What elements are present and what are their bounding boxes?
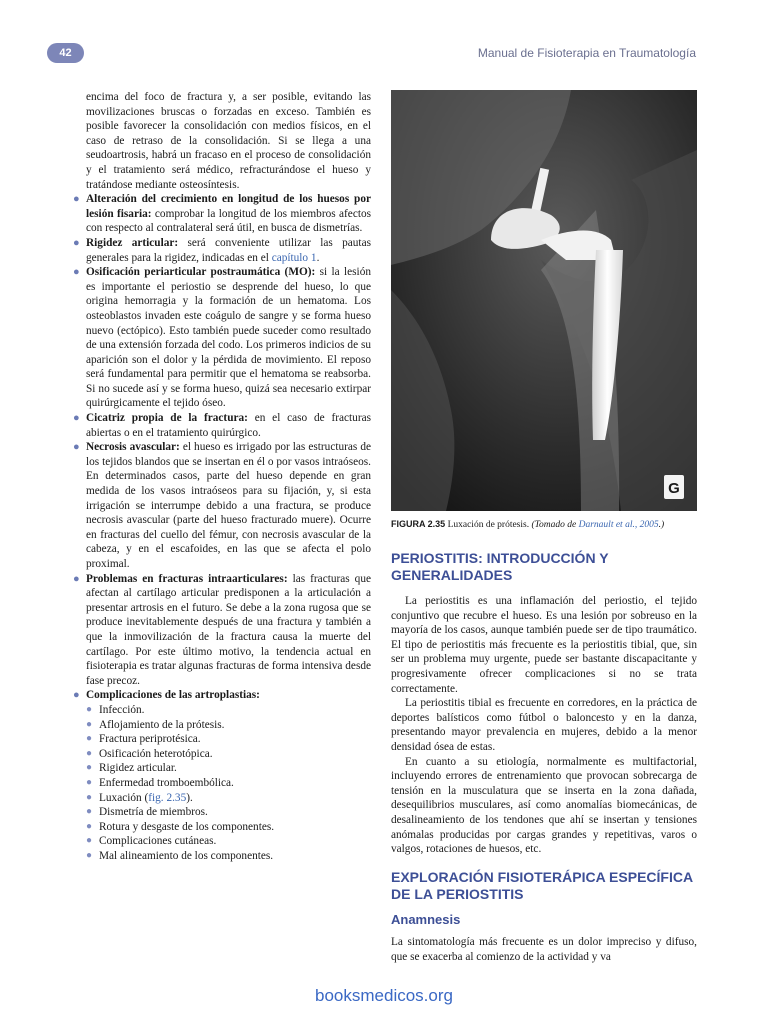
sub-item: ● Fractura periprotésica. [86,733,201,746]
figure-link[interactable]: fig. 2.35 [148,791,187,804]
list-item-crecimiento: ● Alteración del crecimiento en longitud de los huesos por lesión fisaria: comprobar la longitud de los miembros afectos con respecto al contralateral será útil, en busca de dismetrías. [73,193,372,235]
bullet-icon: ● [73,689,80,702]
hip-prosthesis-xray [391,90,697,511]
figure-label: FIGURA 2.35 [391,519,446,529]
sub-bullet-icon: ● [86,849,93,861]
list-item-osificacion: ● Osificación periarticular postraumática (MO): si la lesión es importante el periostio se desprende del hueso, lo que origina hemorragia y la formación de un hematoma. Los osteoblastos invaden este coágulo de sangre y se forma hueso nuevo (ectópico). Esto también puede suceder como resultado de una extensión forzada del codo. Los primeros indicios de su aparición son el dolor y la pérdida de movimiento. El reposo será fundamental para permitir que el hematoma se reabsorba. Si no sucede así y se forma hueso, quizá sea necesario extirpar quirúrgicamente el tejido óseo. [73,266,371,410]
sub-bullet-icon: ● [86,718,93,730]
sub-bullet-icon: ● [86,820,93,832]
xray-marker-label: G [668,480,680,497]
figure-caption-text: Luxación de prótesis. [447,520,530,530]
intro-paragraph: encima del foco de fractura y, a ser posible, evitando las movilizaciones bruscas o forzadas en exceso. También es posible favorecer la consolidación con medios físicos, en el caso de retraso de la consolidación. Si se llega a una seudoartrosis, habrá un fracaso en el proceso de consolidación y el tratamiento será médico, refracturándose el hueso y tratándose mediante osteosíntesis. [86,91,371,191]
sub-item: ● Osificación heterotópica. [86,747,213,760]
sub-item: ● Complicaciones cutáneas. [86,835,217,848]
list-item-cicatriz: ● Cicatriz propia de la fractura: en el caso de fracturas abiertas o en el tratamiento quirúrgico. [73,412,371,439]
sub-bullet-icon: ● [86,791,93,803]
sub-item: ● Rigidez articular. [86,762,177,775]
page-number: 42 [47,43,84,63]
sub-item: ● Aflojamiento de la prótesis. [86,718,225,731]
subsection-heading-anamnesis: Anamnesis [391,911,461,927]
right-column [391,550,697,964]
bullet-icon: ● [73,193,80,206]
bullet-icon: ● [73,572,80,585]
paragraph: La sintomatología más frecuente es un dolor impreciso y difuso, que se exacerba al comienzo de la actividad y va [391,936,697,963]
section-heading-exploracion: EXPLORACIÓN FISIOTERÁPICA ESPECÍFICA DE LA PERIOSTITIS [391,868,693,902]
sub-bullet-icon: ● [86,762,93,774]
running-head: Manual de Fisioterapia en Traumatología [477,46,696,60]
figure-source-link[interactable]: Darnault et al., 2005 [578,520,659,530]
bullet-icon: ● [73,441,80,454]
list-item-necrosis: ● Necrosis avascular: el hueso es irrigado por las estructuras de los tejidos blandos que se insertan en él o por vasos intraóseos. En determinados casos, parte del hueso depende en gran medida de los vasos intraóseos para su fijación, y, si esta irrigación se interrumpe debido a una fractura, se produce necrosis avascular (parte del hueso fracturado muere). Ocurre en fracturas del cuello del fémur, con necrosis avascular de la cabeza, y en el escafoides, en las que se afecta el polo proximal. [73,441,371,570]
figure-caption: FIGURA 2.35 Luxación de prótesis. (Tomado de Darnault et al., 2005.) [391,519,665,530]
footer-watermark[interactable]: booksmedicos.org [315,986,453,1005]
sub-bullet-icon: ● [86,835,93,847]
paragraph: La periostitis es una inflamación del periostio, el tejido conjuntivo que recubre el hueso. Es una lesión por sobreuso en la mayoría de los casos, aunque también puede ser de tipo traumático. El tipo de periostitis más frecuente es la periostitis tibial, que, sin ser un problema muy urgente, puede ser bastante discapacitante y progresivamente ofrecer complicaciones si no se trata correctamente. [391,595,697,695]
sub-bullet-icon: ● [86,703,93,715]
sub-bullet-icon: ● [86,806,93,818]
sub-item: ● Infección. [86,703,145,716]
sub-item: ● Dismetría de miembros. [86,806,208,819]
sub-bullet-icon: ● [86,733,93,745]
bullet-icon: ● [73,266,80,279]
sub-item-luxacion: ● Luxación (fig. 2.35). [86,791,193,804]
sub-item: ● Enfermedad tromboembólica. [86,776,234,789]
sub-item: ● Rotura y desgaste de los componentes. [86,820,275,833]
paragraph: La periostitis tibial es frecuente en corredores, en la práctica de deportes balísticos como fútbol o baloncesto y en la danza, presentando mayor prevalencia en mujeres, debido a la menor densidad ósea de estas. [391,697,697,753]
sub-bullet-icon: ● [86,776,93,788]
section-heading-periostitis: PERIOSTITIS: INTRODUCCIÓN Y GENERALIDADES [391,550,609,583]
chapter-link[interactable]: capítulo 1 [271,251,317,264]
bullet-icon: ● [73,236,80,249]
list-item-intraarticulares: ● Problemas en fracturas intraarticulares: las fracturas que afectan al cartílago articular predisponen a la articulación a presentar artrosis en el futuro. Se debe a la zona rugosa que se produce inevitablemente después de una fractura y también a que la inmovilización de la fractura causa la muerte del cartílago. Por este último motivo, la tendencia actual en fisioterapia es tratar algunas fracturas de forma intensiva desde fase precoz. [73,572,371,687]
bullet-icon: ● [73,412,80,425]
list-item-rigidez: ● Rigidez articular: será conveniente utilizar las pautas generales para la rigidez, indicadas en el capítulo 1. [73,236,371,264]
sub-item: ● Mal alineamiento de los componentes. [86,849,274,862]
xray-image [391,90,697,511]
left-column [71,90,371,863]
paragraph: En cuanto a su etiología, normalmente es multifactorial, incluyendo errores de entrenamiento que provocan sobrecarga de tensión en la musculatura que se inserta en la zona dañada, desequilibrios musculares, así como anomalías biomecánicas, de desalineamiento de los tendones que ahí se insertan y tensiones anómalas producidas por cargas grandes y repetitivas, varos o valgos, rotaciones de huesos, etc. [391,755,697,856]
list-item-artroplastias: ● Complicaciones de las artroplastias: [73,689,260,702]
sub-bullet-icon: ● [86,747,93,759]
